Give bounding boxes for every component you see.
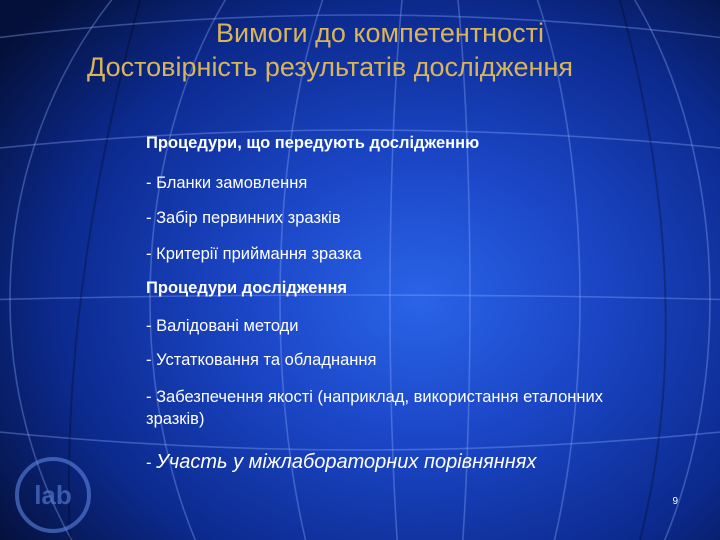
list-item: - Валідовані методи (146, 317, 299, 335)
list-item: - Забір первинних зразків (146, 209, 341, 227)
list-item: - Забезпечення якості (наприклад, використання еталонних зразків) (146, 388, 603, 428)
section-heading-pre-examination: Процедури, що передують дослідженню (146, 134, 480, 152)
title-line-2: Достовірність результатів дослідження (86, 52, 573, 82)
slide-title (0, 16, 720, 84)
list-dash: - (146, 454, 157, 472)
list-item: - Критерії приймання зразка (146, 245, 362, 263)
list-item: - Устатковання та обладнання (146, 351, 377, 369)
list-item: - Бланки замовлення (146, 174, 308, 192)
section-heading-examination: Процедури дослідження (146, 279, 348, 297)
svg-text:lab: lab (34, 480, 72, 510)
list-item-interlab (146, 451, 536, 474)
lab-logo-icon (10, 452, 96, 538)
list-item-interlab-text: Участь у міжлабораторних порівняннях (156, 451, 537, 473)
title-line-1: Вимоги до компетентності (216, 18, 544, 48)
page-number: 9 (672, 496, 678, 507)
